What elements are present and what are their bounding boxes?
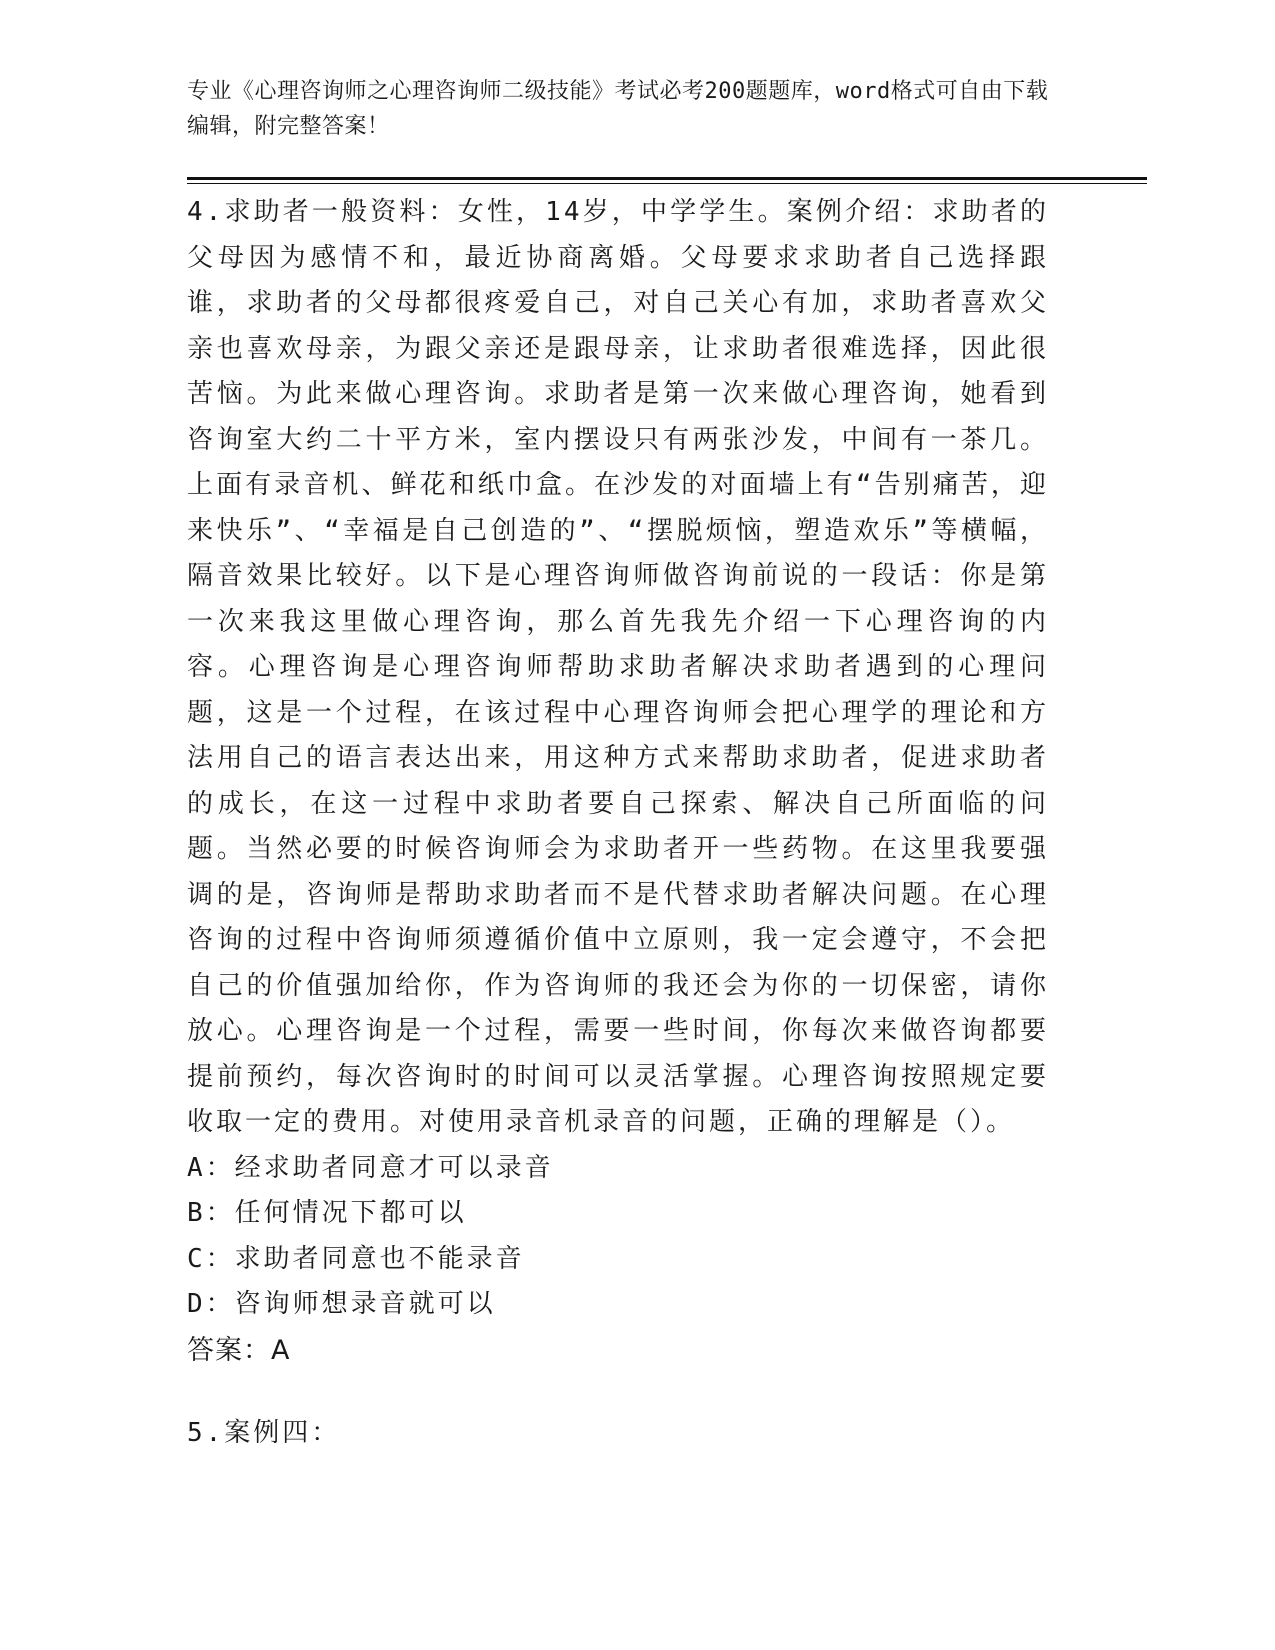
- answer-text: 答案：A: [187, 1334, 291, 1366]
- page-header: 专业《心理咨询师之心理咨询师二级技能》考试必考200题题库，word格式可自由下载编辑，附完整答案！: [187, 79, 1049, 139]
- option-c: C：求助者同意也不能录音: [187, 1243, 525, 1274]
- option-b: B：任何情况下都可以: [187, 1198, 467, 1228]
- question-5-text: 5.案例四：: [187, 1418, 341, 1448]
- option-d: D：咨询师想录音就可以: [187, 1289, 496, 1319]
- question-4-text: 4.求助者一般资料：女性，14岁，中学学生。案例介绍：求助者的父母因为感情不和，最近协商离婚。父母要求求助者自己选择跟谁，求助者的父母都很疼爱自己，对自己关心有加，求助者喜欢父亲也喜欢母亲，为跟父亲还是跟母亲，让求助者很难选择，因此很苦恼。为此来做心理咨询。求助者是第一次来做心理咨询，她看到咨询室大约二十平方米，室内摆设只有两张沙发，中间有一茶几。上面有录音机、鲜花和纸巾盒。在沙发的对面墙上有“告别痛苦，迎来快乐”、“幸福是自己创造的”、“摆脱烦恼，塑造欢乐”等横幅，隔音效果比较好。以下是心理咨询师做咨询前说的一段话：你是第一次来我这里做心理咨询，那么首先我先介绍一下心理咨询的内容。心理咨询是心理咨询师帮助求助者解决求助者遇到的心理问题，这是一个过程，在该过程中心理咨询师会把心理学的理论和方法用自己的语言表达出来，用这种方式来帮助求助者，促进求助者的成长，在这一过程中求助者要自己探索、解决自己所面临的问题。当然必要的时候咨询师会为求助者开一些药物。在这里我要强调的是，咨询师是帮助求助者而不是代替求助者解决问题。在心理咨询的过程中咨询师须遵循价值中立原则，我一定会遵守，不会把自己的价值强加给你，作为咨询师的我还会为你的一切保密，请你放心。心理咨询是一个过程，需要一些时间，你每次来做咨询都要提前预约，每次咨询时的时间可以灵活掌握。心理咨询按照规定要收取一定的费用。对使用录音机录音的问题，正确的理解是（）。: [187, 197, 1049, 1137]
- option-a: A：经求助者同意才可以录音: [187, 1152, 554, 1183]
- question-4-block: [187, 190, 1049, 1373]
- header-rule-thick: [187, 177, 1147, 180]
- header-rule-thin: [187, 183, 1147, 184]
